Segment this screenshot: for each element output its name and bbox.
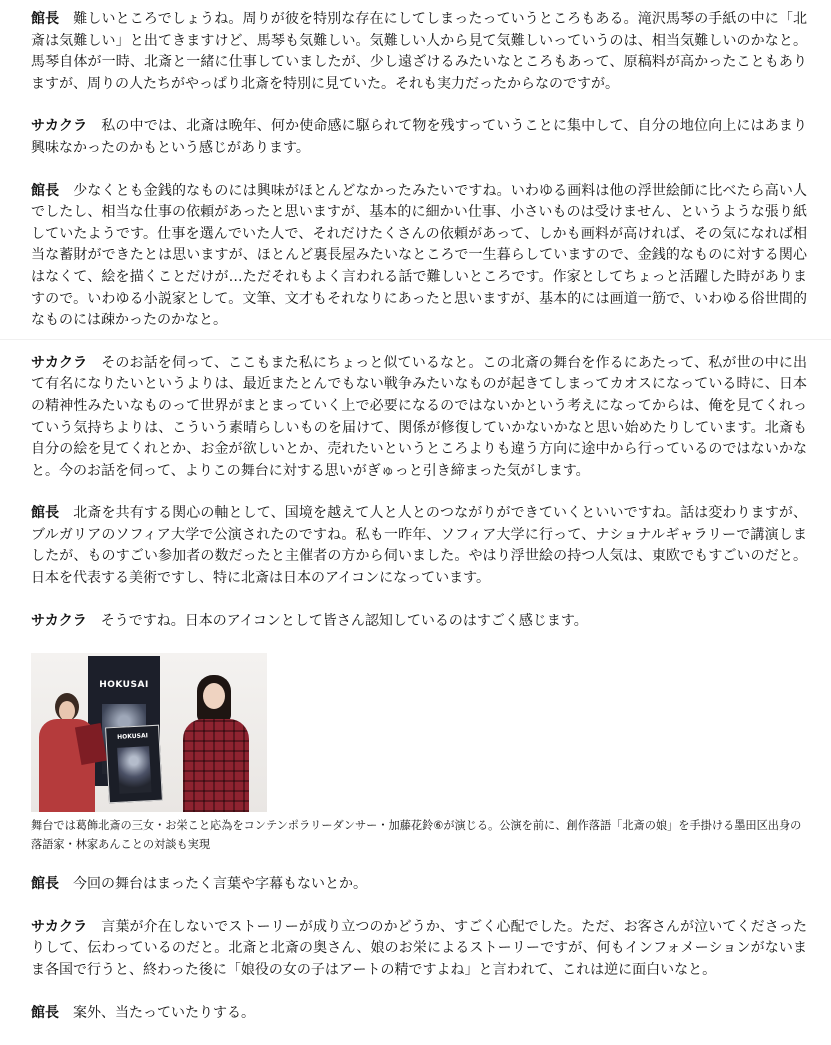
person-right (181, 675, 249, 812)
dialogue-paragraph (31, 874, 807, 896)
event-photo (31, 653, 267, 812)
dialogue-paragraph (31, 503, 807, 589)
speaker-name: サカクラ (31, 118, 88, 135)
photo-figure (31, 653, 807, 854)
article-body (31, 9, 807, 1045)
dialogue-paragraph (31, 181, 807, 332)
speaker-name: サカクラ (31, 918, 88, 935)
poster-title: HOKUSAI (99, 680, 149, 691)
dialogue-paragraph (31, 353, 807, 483)
dialogue-text: 北斎を共有する関心の軸として、国境を越えて人と人とのつながりができていくといいですね。話は変わりますが、ブルガリアのソフィア大学で公演されたのですね。私も一昨年、ソフィア大学に行って、ナショナルギャラリーで講演しましたが、ものすごい参加者の数だったと主催者の方から伺いました。やはり浮世絵の持つ人気は、東欧でもすごいのだと。日本を代表する美術ですし、特に北斎は日本のアイコンになっています。 (31, 505, 808, 587)
speaker-name: 館長 (31, 505, 60, 522)
dialogue-text: 少なくとも金銭的なものには興味がほとんどなかったみたいですね。いわゆる画料は他の浮世絵師に比べたら高い人でしたし、相当な仕事の依頼があったと思いますが、基本的に細かい仕事、小さいものは受けません、というような張り紙していたようです。仕事を選んでいた人で、それだけたくさんの依頼があって、しかも画料が高ければ、その気になれば相当な蓄財ができたとは思いますが、ほとんど裏長屋みたいなところで一生暮らしていますので、金銭的なものに対する関心はなくて、絵を描くことだけが…ただそれもよく言われる話で難しいところです。作家としてちょっと活躍した時がありますので。いわゆる小説家として。文筆、文才もそれなりにあったと思いますが、基本的には画道一筋で、いわゆる俗世間的なものには疎かったのかなと。 (31, 182, 808, 329)
photo-caption: 舞台では葛飾北斎の三女・お栄こと応為をコンテンポラリーダンサー・加藤花鈴⑥が演じる。公演を前に、創作落語「北斎の娘」を手掛ける墨田区出身の落語家・林家あんことの対談も実現 (31, 819, 802, 852)
speaker-name: サカクラ (31, 612, 87, 629)
dialogue-paragraph (31, 611, 807, 633)
dialogue-paragraph (31, 116, 807, 159)
dialogue-paragraph (31, 9, 807, 95)
speaker-name: 館長 (31, 182, 60, 199)
dialogue-text: 案外、当たっていたりする。 (73, 1004, 255, 1021)
dialogue-text: そのお話を伺って、ここもまた私にちょっと似ているなと。この北斎の舞台を作るにあたって、私が世の中に出て有名になりたいというよりは、最近またとんでもない戦争みたいなものが起きてしまってカオスになっている時に、日本の精神性みたいなものって世界がまとまっていく上で必要になるのではないかという考えになってからは、俺を見てくれっていう気持ちよりは、こういう素晴らしいものを届けて、関係が修復していかないかなと思い始めたりしています。北斎も自分の絵を見てくれとか、お金が欲しいとか、売れたいというところよりも違う方向に途中から行っているのではないかなと。今のお話を伺って、よりこの舞台に対する思いがぎゅっと引き締まった気がします。 (31, 354, 807, 479)
dialogue-text: 難しいところでしょうね。周りが彼を特別な存在にしてしまったっていうところもある。滝沢馬琴の手紙の中に「北斎は気難しい」と出てきますけど、馬琴も気難しい。気難しい人から見て気難しいっていうのは、相当気難しいのかなと。 馬琴自体が一時、北斎と一緒に仕事していましたが、少し遠ざけるみたいなところもあって、原稿料が高かったこともありますが、周りの人たちがやっぱり北斎を特別に見ていた。それも実力だったからなのですが。 (31, 11, 807, 92)
poster-foreground (105, 725, 163, 804)
dialogue-text: 言葉が介在しないでストーリーが成り立つのかどうか、すごく心配でした。ただ、お客さんが泣いてくださったりして、伝わっているのだと。北斎と北斎の奥さん、娘のお栄によるストーリーですが、何もインフォメーションがないまま各国で行うと、終わった後に「娘役の女の子はアートの精ですよね」と言われて、これは逆に面白いなと。 (31, 918, 807, 979)
person-right-coat (183, 719, 249, 812)
dialogue-paragraph (31, 1003, 807, 1025)
poster-small-title: HOKUSAI (117, 732, 149, 742)
speaker-name: 館長 (31, 11, 60, 27)
speaker-name: サカクラ (31, 354, 88, 371)
speaker-name: 館長 (31, 1004, 59, 1021)
dialogue-text: 今回の舞台はまったく言葉や字幕もないとか。 (73, 876, 367, 893)
dialogue-paragraph (31, 917, 807, 982)
poster-small-figure (117, 746, 151, 794)
dialogue-text: そうですね。日本のアイコンとして皆さん認知しているのはすごく感じます。 (100, 612, 588, 629)
speaker-name: 館長 (31, 876, 59, 893)
dialogue-text: 私の中では、北斎は晩年、何か使命感に駆られて物を残すっていうことに集中して、自分の地位向上にはあまり興味なかったのかもという感じがあります。 (31, 118, 807, 156)
